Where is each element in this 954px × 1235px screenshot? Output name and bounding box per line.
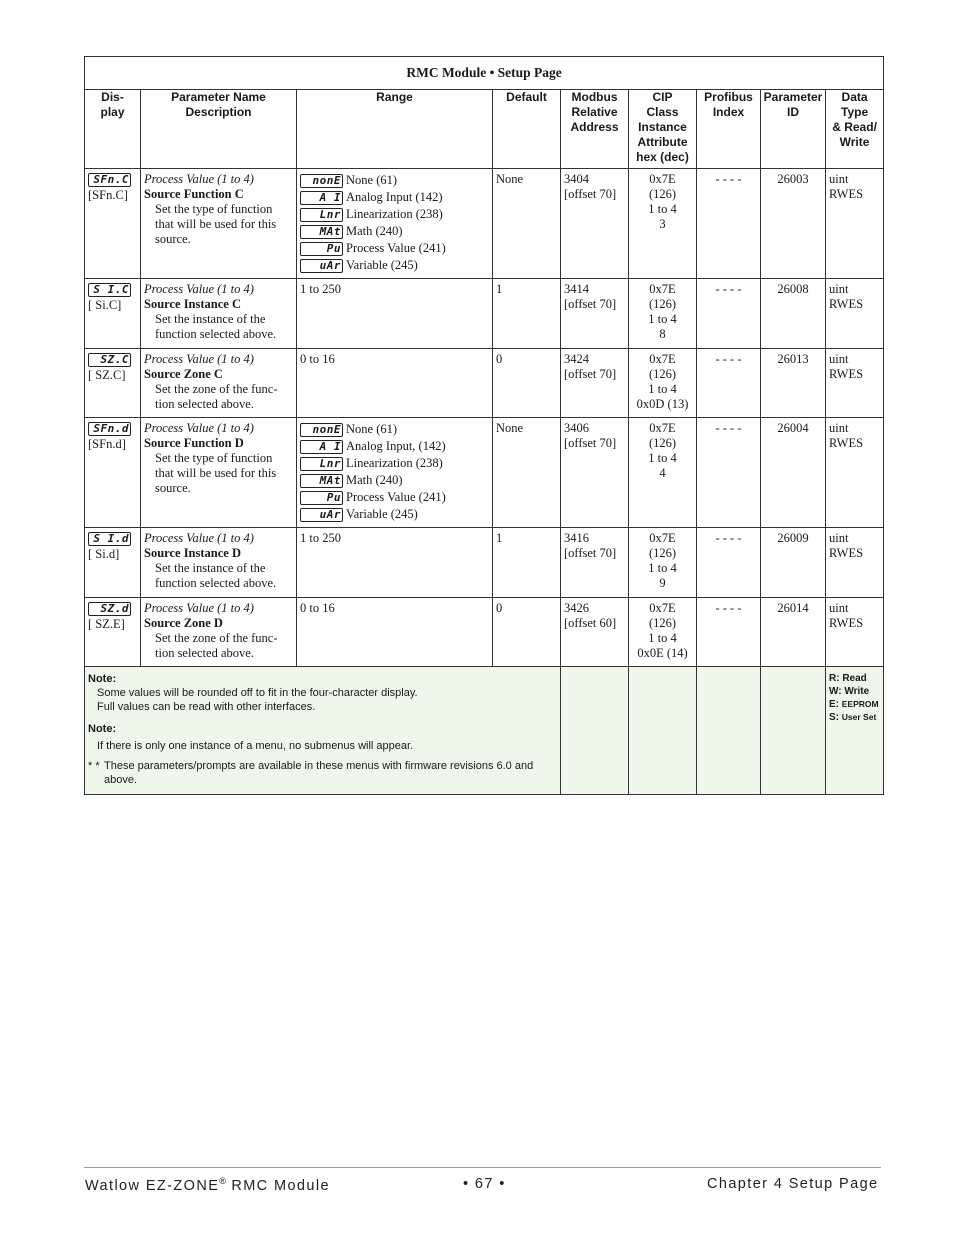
display-cell (85, 349, 141, 418)
table-row (85, 418, 884, 528)
notes-row (85, 667, 884, 795)
modbus-cell (561, 418, 629, 528)
cip-class: 0x7E (649, 172, 676, 186)
modbus-offset: [offset 70] (564, 297, 617, 311)
parameter-id-cell: 26014 (761, 598, 826, 667)
cip-instance: 1 to 4 (648, 561, 677, 575)
cip-attribute: 9 (659, 576, 666, 590)
data-type-cell (826, 418, 884, 528)
legend-read: R: Read (829, 673, 867, 684)
note-heading: Note: (88, 673, 117, 685)
modbus-address: 3414 (564, 282, 589, 296)
modbus-offset: [offset 70] (564, 367, 617, 381)
header-data-type: Data Type & Read/ Write (826, 90, 884, 169)
modbus-offset: [offset 70] (564, 546, 617, 560)
parameter-id-cell: 26009 (761, 528, 826, 598)
range-option (300, 455, 489, 472)
header-cip: CIP Class Instance Attribute hex (dec) (629, 90, 697, 169)
read-write-legend (826, 667, 884, 795)
profibus-cell: - - - - (697, 169, 761, 279)
range-option-label: Variable (245) (346, 258, 418, 272)
footer-chapter: Chapter 4 Setup Page (707, 1176, 879, 1192)
modbus-address: 3426 (564, 601, 589, 615)
process-value-label: Process Value (1 to 4) (144, 352, 254, 366)
legend-eeprom-value: EEPROM (841, 699, 879, 709)
range-option (300, 421, 489, 438)
table-title: RMC Module • Setup Page (85, 57, 884, 90)
range-option-label: Process Value (241) (346, 490, 446, 504)
range-option (300, 189, 489, 206)
display-label: [ Si.d] (88, 547, 120, 562)
display-cell (85, 279, 141, 349)
range-option (300, 240, 489, 257)
cip-instance: 1 to 4 (648, 312, 677, 326)
range-option-label: Analog Input (142) (346, 190, 443, 204)
data-type: uint (829, 531, 849, 545)
firmware-note-text: These parameters/prompts are available in these menus with firmware revisions 6.0 and above. (104, 760, 534, 786)
range-cell: 1 to 250 (297, 279, 493, 349)
cip-class-dec: (126) (648, 297, 677, 311)
lcd-option-icon: uAr (300, 259, 343, 273)
cip-cell (629, 418, 697, 528)
legend-eeprom-key: E: (829, 699, 839, 710)
data-type-cell (826, 598, 884, 667)
footer-divider (84, 1167, 881, 1168)
note-text: If there is only one instance of a menu, no submenus will appear. (97, 740, 414, 752)
legend-user-set-key: S: (829, 712, 839, 723)
parameter-description: Set the instance of the function selected above. (155, 312, 277, 341)
footer-brand (85, 1176, 330, 1194)
lcd-display-icon: SZ.C (88, 353, 131, 367)
display-cell (85, 528, 141, 598)
range-option-label: None (61) (346, 173, 398, 187)
cip-cell (629, 528, 697, 598)
lcd-option-icon: Pu (300, 242, 343, 256)
lcd-display-icon: S I.C (88, 283, 131, 297)
range-option (300, 489, 489, 506)
note-text: Full values can be read with other interfaces. (97, 701, 316, 713)
modbus-cell (561, 528, 629, 598)
read-write: RWES (829, 367, 864, 381)
default-cell: 0 (493, 598, 561, 667)
lcd-display-icon: SZ.d (88, 602, 131, 616)
cip-attribute: 4 (659, 466, 666, 480)
parameter-id-cell: 26003 (761, 169, 826, 279)
cip-instance: 1 to 4 (648, 631, 677, 645)
range-option-label: Process Value (241) (346, 241, 446, 255)
cip-attribute: 0x0E (14) (637, 646, 688, 660)
parameter-id-cell: 26013 (761, 349, 826, 418)
legend-eeprom (829, 698, 880, 711)
note-heading: Note: (88, 723, 117, 735)
table-row (85, 279, 884, 349)
cip-attribute: 8 (659, 327, 666, 341)
header-default: Default (493, 90, 561, 169)
notes-empty-cell (761, 667, 826, 795)
read-write: RWES (829, 187, 864, 201)
lcd-option-icon: uAr (300, 508, 343, 522)
modbus-cell (561, 279, 629, 349)
modbus-address: 3416 (564, 531, 589, 545)
cip-class-dec: (126) (648, 187, 677, 201)
range-option (300, 223, 489, 240)
cip-instance: 1 to 4 (648, 202, 677, 216)
default-cell: None (493, 169, 561, 279)
modbus-cell (561, 349, 629, 418)
data-type-cell (826, 279, 884, 349)
legend-user-set (829, 711, 880, 724)
profibus-cell: - - - - (697, 528, 761, 598)
cip-cell (629, 279, 697, 349)
cip-cell (629, 169, 697, 279)
range-cell: 0 to 16 (297, 598, 493, 667)
cip-instance: 1 to 4 (648, 451, 677, 465)
display-label: [SFn.d] (88, 437, 126, 452)
profibus-cell: - - - - (697, 349, 761, 418)
range-option-label: Math (240) (346, 224, 403, 238)
cip-class-dec: (126) (648, 546, 677, 560)
header-display: Dis- play (85, 90, 141, 169)
profibus-cell: - - - - (697, 279, 761, 349)
note-text: Some values will be rounded off to fit in the four-character display. (97, 687, 418, 699)
display-label: [ SZ.C] (88, 368, 126, 383)
parameter-id-cell: 26008 (761, 279, 826, 349)
display-label: [ Si.C] (88, 298, 122, 313)
registered-mark: ® (219, 1176, 226, 1186)
data-type: uint (829, 601, 849, 615)
range-option (300, 506, 489, 523)
notes-cell (85, 667, 561, 795)
lcd-option-icon: Pu (300, 491, 343, 505)
read-write: RWES (829, 616, 864, 630)
read-write: RWES (829, 436, 864, 450)
range-option (300, 172, 489, 189)
default-cell: 0 (493, 349, 561, 418)
modbus-offset: [offset 60] (564, 616, 617, 630)
range-option-label: Linearization (238) (346, 456, 443, 470)
cip-class: 0x7E (649, 601, 676, 615)
parameter-id-cell: 26004 (761, 418, 826, 528)
parameter-cell (141, 349, 297, 418)
modbus-cell (561, 169, 629, 279)
read-write: RWES (829, 546, 864, 560)
footer-brand-name: Watlow EZ-ZONE (85, 1177, 220, 1194)
table-row (85, 598, 884, 667)
parameter-cell (141, 279, 297, 349)
lcd-option-icon: A I (300, 440, 343, 454)
parameter-name: Source Instance C (144, 297, 241, 311)
range-option-label: Analog Input, (142) (346, 439, 446, 453)
cip-cell (629, 349, 697, 418)
modbus-address: 3424 (564, 352, 589, 366)
lcd-display-icon: SFn.d (88, 422, 131, 436)
profibus-cell: - - - - (697, 418, 761, 528)
cip-instance: 1 to 4 (648, 382, 677, 396)
cip-attribute: 3 (659, 217, 666, 231)
process-value-label: Process Value (1 to 4) (144, 531, 254, 545)
parameter-name: Source Instance D (144, 546, 241, 560)
table-row (85, 169, 884, 279)
footer-page-number: • 67 • (463, 1176, 506, 1192)
lcd-option-icon: A I (300, 191, 343, 205)
table-row (85, 528, 884, 598)
display-cell (85, 418, 141, 528)
parameter-description: Set the type of function that will be used for this source. (155, 202, 277, 246)
header-range: Range (297, 90, 493, 169)
lcd-option-icon: nonE (300, 423, 343, 437)
footer-module: RMC Module (225, 1177, 330, 1194)
parameter-name: Source Function D (144, 436, 244, 450)
modbus-cell (561, 598, 629, 667)
range-option-label: Linearization (238) (346, 207, 443, 221)
parameter-name: Source Zone C (144, 367, 223, 381)
cip-class: 0x7E (649, 421, 676, 435)
modbus-offset: [offset 70] (564, 436, 617, 450)
table-row (85, 349, 884, 418)
range-option-label: None (61) (346, 422, 398, 436)
cip-class-dec: (126) (648, 616, 677, 630)
data-type: uint (829, 421, 849, 435)
notes-empty-cell (629, 667, 697, 795)
cip-class-dec: (126) (648, 436, 677, 450)
cip-cell (629, 598, 697, 667)
cip-class-dec: (126) (648, 367, 677, 381)
parameter-description: Set the type of function that will be used for this source. (155, 451, 277, 495)
range-cell: 1 to 250 (297, 528, 493, 598)
lcd-option-icon: Lnr (300, 208, 343, 222)
notes-empty-cell (697, 667, 761, 795)
range-option (300, 438, 489, 455)
range-option-label: Math (240) (346, 473, 403, 487)
data-type-cell (826, 349, 884, 418)
header-parameter-name: Parameter Name Description (141, 90, 297, 169)
modbus-offset: [offset 70] (564, 187, 617, 201)
firmware-note (88, 759, 557, 787)
range-cell (297, 418, 493, 528)
range-option (300, 472, 489, 489)
range-option (300, 257, 489, 274)
process-value-label: Process Value (1 to 4) (144, 282, 254, 296)
range-cell: 0 to 16 (297, 349, 493, 418)
parameter-name: Source Function C (144, 187, 244, 201)
legend-write: W: Write (829, 686, 870, 697)
legend-user-set-value: User Set (841, 712, 877, 722)
lcd-display-icon: SFn.C (88, 173, 131, 187)
process-value-label: Process Value (1 to 4) (144, 421, 254, 435)
header-row (85, 90, 884, 169)
lcd-option-icon: MAt (300, 474, 343, 488)
range-option-label: Variable (245) (346, 507, 418, 521)
read-write: RWES (829, 297, 864, 311)
data-type: uint (829, 352, 849, 366)
header-modbus: Modbus Relative Address (561, 90, 629, 169)
parameter-cell (141, 598, 297, 667)
data-type: uint (829, 172, 849, 186)
header-parameter-id: Parameter ID (761, 90, 826, 169)
cip-class: 0x7E (649, 282, 676, 296)
lcd-option-icon: MAt (300, 225, 343, 239)
display-cell (85, 169, 141, 279)
parameter-cell (141, 169, 297, 279)
parameter-description: Set the instance of the function selected above. (155, 561, 277, 590)
display-cell (85, 598, 141, 667)
parameter-cell (141, 528, 297, 598)
default-cell: None (493, 418, 561, 528)
profibus-cell: - - - - (697, 598, 761, 667)
data-type-cell (826, 528, 884, 598)
parameter-description: Set the zone of the func- tion selected above. (155, 382, 278, 411)
display-label: [SFn.C] (88, 188, 128, 203)
cip-class: 0x7E (649, 352, 676, 366)
setup-page-table (84, 56, 884, 795)
process-value-label: Process Value (1 to 4) (144, 172, 254, 186)
double-asterisk: * * (88, 760, 100, 772)
parameter-name: Source Zone D (144, 616, 223, 630)
parameter-cell (141, 418, 297, 528)
lcd-option-icon: nonE (300, 174, 343, 188)
cip-attribute: 0x0D (13) (636, 397, 689, 411)
parameter-description: Set the zone of the func- tion selected above. (155, 631, 278, 660)
cip-class: 0x7E (649, 531, 676, 545)
modbus-address: 3406 (564, 421, 589, 435)
data-type-cell (826, 169, 884, 279)
notes-empty-cell (561, 667, 629, 795)
range-option (300, 206, 489, 223)
header-profibus: Profibus Index (697, 90, 761, 169)
default-cell: 1 (493, 528, 561, 598)
data-type: uint (829, 282, 849, 296)
lcd-option-icon: Lnr (300, 457, 343, 471)
process-value-label: Process Value (1 to 4) (144, 601, 254, 615)
range-cell (297, 169, 493, 279)
lcd-display-icon: S I.d (88, 532, 131, 546)
default-cell: 1 (493, 279, 561, 349)
display-label: [ SZ.E] (88, 617, 125, 632)
modbus-address: 3404 (564, 172, 589, 186)
